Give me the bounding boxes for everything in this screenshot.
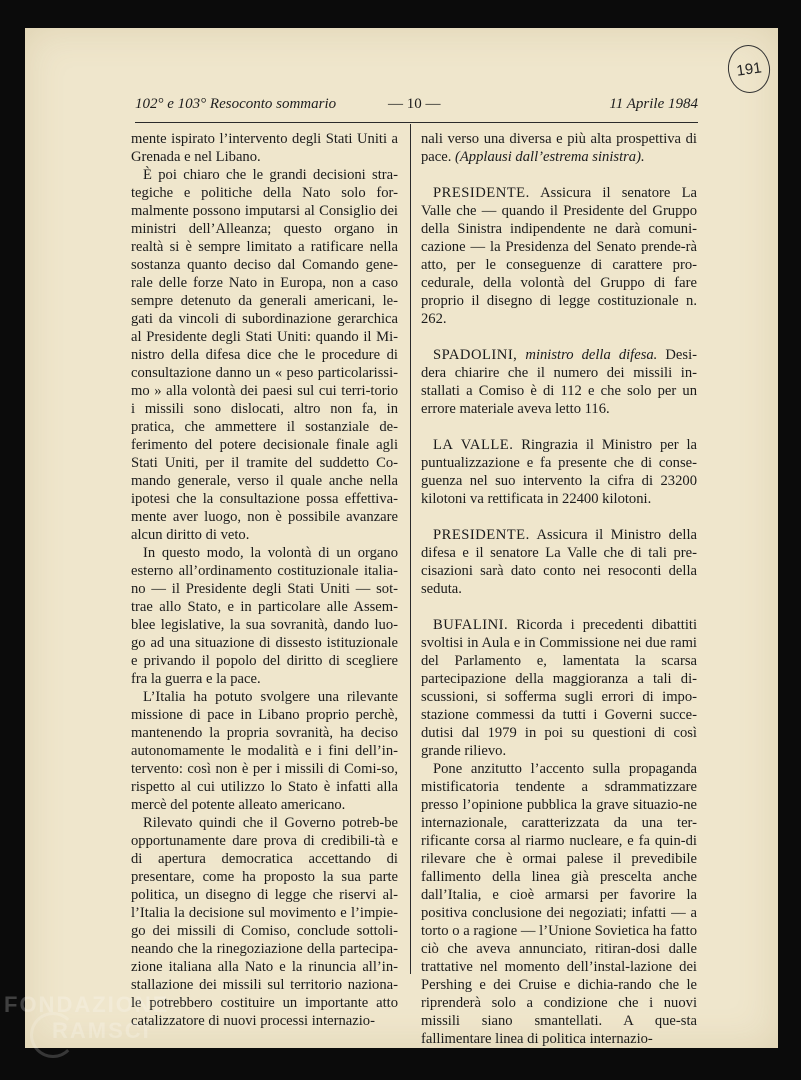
speech-presidente: PRESIDENTE. Assicura il senatore La Valle che — quando il Presidente del Gruppo della Sinistra indipendente ne darà comuni-cazione — la Presidenza del Senato prende-rà atto, per le conseguenze di carattere pro-cedurale, della volontà del Gruppo di fare proprio il disegno di legge costituzionale n. 262. — [421, 185, 697, 327]
page-number: — 10 — — [388, 96, 441, 112]
speech-presidente: PRESIDENTE. Assicura il Ministro della difesa e il senatore La Valle che di tali pre-cisazioni sarà dato conto nei resoconti della seduta. — [421, 527, 697, 597]
paragraph: Rilevato quindi che il Governo potreb-be opportunamente dare prova di credibili-tà e di apertura democratica accettando di presentare, come ha proposto la sua parte politica, un disegno di legge che riservi al-l’Italia la decisione sul movimento e l’impie-go dei missili di Comiso, conclude sottoli-neando che la rinegoziazione della partecipa-zione italiana alla Nato e la rinuncia all’in-stallazione dei missili sul territorio naziona-le potrebbero costituire un importante atto catalizzatore di nuovi processi internazio- — [131, 815, 398, 1029]
paragraph: nali verso una diversa e più alta prospettiva di pace. (Applausi dall’estrema sinistra). — [421, 131, 697, 165]
speaker-name: PRESIDENTE. — [433, 185, 530, 201]
speech-spadolini: SPADOLINI, ministro della difesa. Desi-dera chiarire che il numero dei missili in-stallati a Comiso è di 112 e che solo per un errore materiale aveva letto 116. — [421, 347, 697, 417]
paragraph: È poi chiaro che le grandi decisioni stra-tegiche e politiche della Nato solo for-malmente possono imputarsi al Consiglio dei ministri dell’Alleanza; questo organo in realtà si è sempre limitato a ratificare nella sostanza quanto deciso dal Comando gene-rale delle forze Nato in Europa, non a caso sempre detenuto da generali americani, le-gati da vincoli di subordinazione gerarchica al Presidente degli Stati Uniti: quando il Mi-nistro della difesa dice che le procedure di consultazione danno un « peso particolarissi-mo » alla volontà dei paesi sul cui terri-torio i missili sono dislocati, altro non fa, in pratica, che ammettere il sostanziale de-ferimento del potere decisionale finale agli Stati Uniti, per il tramite del suddetto Co-mando generale, verso il quale anche nella ipotesi che la consultazione possa effettiva-mente aver luogo, non è possibile avanzare alcun diritto di veto. — [131, 167, 398, 543]
header-rule — [135, 122, 698, 123]
paragraph: L’Italia ha potuto svolgere una rilevante missione di pace in Libano proprio perchè, mantenendo la propria sovranità, ha deciso autonomamente le modalità e i fini dell’in-tervento: così non è per i missili di Comi-so, rispetto al cui utilizzo lo Stato è infatti alla mercè del potente alleato americano. — [131, 689, 398, 813]
column-divider — [410, 124, 411, 974]
speaker-name: BUFALINI. — [433, 617, 509, 633]
paragraph: mente ispirato l’intervento degli Stati Uniti a Grenada e nel Libano. — [131, 131, 398, 165]
speaker-name: SPADOLINI, — [433, 347, 518, 363]
speech-la-valle: LA VALLE. Ringrazia il Ministro per la puntualizzazione e fa presente che di conse-guenza nel suo intervento la cifra di 23200 kilotoni va rettificata in 22400 kilotoni. — [421, 437, 697, 507]
speaker-name: LA VALLE. — [433, 437, 514, 453]
left-column — [131, 130, 398, 1030]
speaker-role: ministro della difesa. — [517, 347, 658, 363]
session-title: 102° e 103° Resoconto sommario — [135, 96, 337, 112]
session-date: 11 Aprile 1984 — [609, 96, 698, 112]
speaker-name: PRESIDENTE. — [433, 527, 530, 543]
archive-page-number: 191 — [725, 42, 773, 95]
applause-note: (Applausi dall’estrema sinistra). — [455, 149, 645, 165]
page-header — [135, 96, 698, 118]
paragraph: In questo modo, la volontà di un organo esterno all’ordinamento costituzionale italia-no — il Presidente degli Stati Uniti — sot-trae allo Stato, e in particolare alle Assem-blee legislative, la sua sovranità, dando luo-go ad una situazione di dissesto istituzionale e privando il popolo del diritto di scegliere fra la guerra e la pace. — [131, 545, 398, 687]
watermark: FONDAZIONE RAMSCI — [4, 992, 170, 1043]
paragraph: Pone anzitutto l’accento sulla propaganda mistificatoria tendente a sdrammatizzare presso l’opinione pubblica la grave situazio-ne internazionale, caratterizzata da una ter-rificante corsa al riarmo nucleare, e fa quin-di rilevare che è ormai palese il prevedibile fallimento della linea già prescelta anche dall’Italia, e cioè armarsi per favorire la positiva conclusione dei negoziati; infatti — a torto o a ragione — l’Unione Sovietica ha fatto ciò che aveva annunciato, ritiran-dosi dalle trattative nel momento dell’instal-lazione dei Pershing e dei Cruise e dichia-rando che le riprenderà solo a condizione che i nuovi missili siano smantellati. A que-sta fallimentare linea di politica internazio- — [421, 761, 697, 1047]
speech-bufalini: BUFALINI. Ricorda i precedenti dibattiti svoltisi in Aula e in Commissione nei due rami del Parlamento e, lamentata la scarsa partecipazione della maggioranza a tali di-scussioni, si sofferma sugli errori di impo-stazione commessi da tutti i Governi succe-dutisi dal 1979 in poi su questioni di così grande rilievo. — [421, 617, 697, 759]
right-column — [421, 130, 697, 1048]
